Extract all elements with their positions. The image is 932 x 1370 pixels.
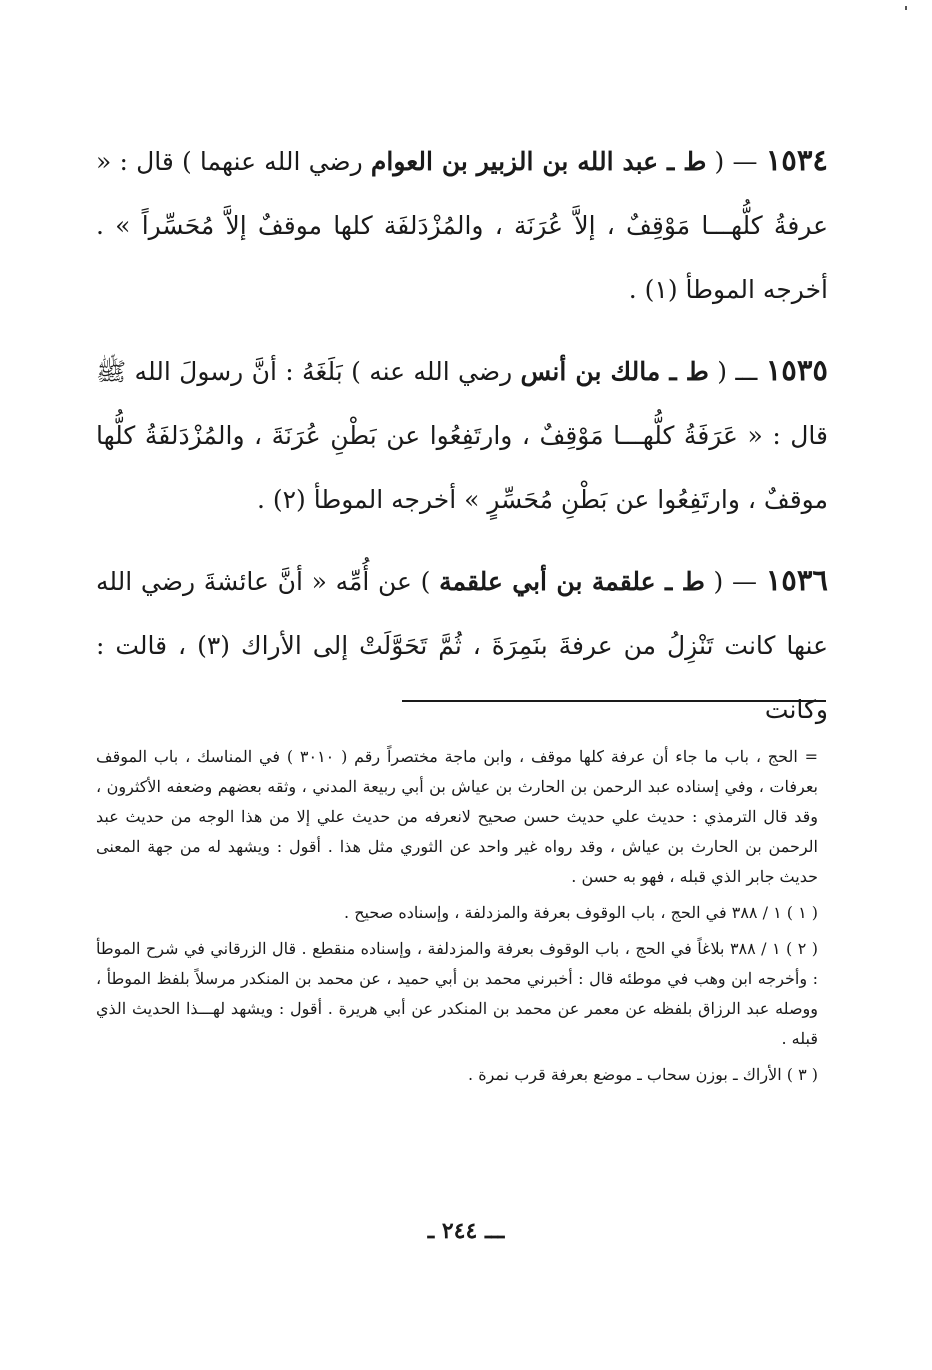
hadith-source: ط ـ عبد الله بن الزبير بن العوام: [370, 147, 707, 176]
scan-mark: [905, 6, 907, 10]
hadith-source: ط ـ مالك بن أنس: [520, 357, 709, 386]
footnote-2: ( ٢ ) ١ / ٣٨٨ بلاغاً في الحج ، باب الوقوف بعرفة والمزدلفة ، وإسناده منقطع . قال الزرقاني في شرح الموطأ : وأخرجه ابن وهب في موطئه قال : أخبرني محمد بن أبي حميد ، عن محمد بن المنكدر مرسلاً بلفظ الموطأ ، ووصله عبد الرزاق بلفظه عن معمر عن محمد بن المنكدر عن أبي هريرة . أقول : ويشهد لهـــذا الحديث الذي قبله .: [96, 939, 819, 1048]
hadith-number: ١٥٣٦: [765, 563, 828, 597]
footnote-continuation: = الحج ، باب ما جاء أن عرفة كلها موقف ، وابن ماجة مختصراً رقم ( ٣٠١٠ ) في المناسك ، باب الموقف بعرفات ، وفي إسناده عبد الرحمن بن الحارث بن عياش بن أبي ربيعة المدني ، وثقه بعضهم وضعفه الأكثرون ، وقد قال الترمذي : حديث علي حديث حسن صحيح لانعرفه من حديث علي إلا من هذا الوجه من حديث عبد الرحمن بن الحارث بن عياش ، وقد رواه غير واحد عن الثوري مثل هذا . أقول : ويشهد له من جهة المعنى حديث جابر الذي قبله ، فهو به حسن .: [96, 747, 819, 886]
page-number: ـــ ٢٤٤ ـ: [427, 1218, 505, 1244]
hadith-text: رضي الله عنهما ) قال : « عرفةُ كلُّهـــا مَوْقِفٌ ، إلاَّ عُرَنَة ، والمُزْدَلفَة كلها موقفٌ إلاَّ مُحَسِّراً » . أخرجه الموطأ (١) .: [96, 147, 828, 304]
footnote-1: ( ١ ) ١ / ٣٨٨ في الحج ، باب الوقوف بعرفة والمزدلفة ، وإسناده صحيح .: [344, 903, 818, 922]
main-text: [96, 128, 828, 758]
hadith-source: ط ـ علقمة بن أبي علقمة: [439, 567, 705, 596]
hadith-dash: — (: [706, 147, 766, 176]
hadith-dash: ـــ (: [708, 357, 766, 386]
footnotes: [96, 742, 818, 1096]
footnote-divider: [402, 700, 826, 702]
hadith-dash: — (: [704, 567, 766, 596]
hadith-text: رضي الله عنه ) بَلَغَهُ : أنَّ رسولَ الله ﷺ قال : « عَرَفَةُ كلُّهـــا مَوْقِفٌ ، وارتَفِعُوا عن بَطْنِ عُرَنَةَ ، والمُزْدَلفَةُ كلُّها موقفٌ ، وارتَفِعُوا عن بَطْنِ مُحَسِّرٍ » أخرجه الموطأ (٢) .: [96, 357, 828, 514]
hadith-entry: [96, 548, 828, 742]
hadith-number: ١٥٣٤: [765, 143, 828, 177]
hadith-entry: [96, 128, 828, 322]
hadith-number: ١٥٣٥: [765, 353, 828, 387]
hadith-entry: [96, 338, 828, 532]
hadith-text: ) عن أُمِّه « أنَّ عائشةَ رضي الله عنها كانت تَنْزِلُ من عرفةَ بنَمِرَةَ ، ثُمَّ تَحَوَّلَتْ إلى الأراك (٣) ، قالت : وكانت: [96, 567, 828, 724]
footnote-3: ( ٣ ) الأراك ـ بوزن سحاب ـ موضع بعرفة قرب نمرة .: [468, 1065, 818, 1084]
